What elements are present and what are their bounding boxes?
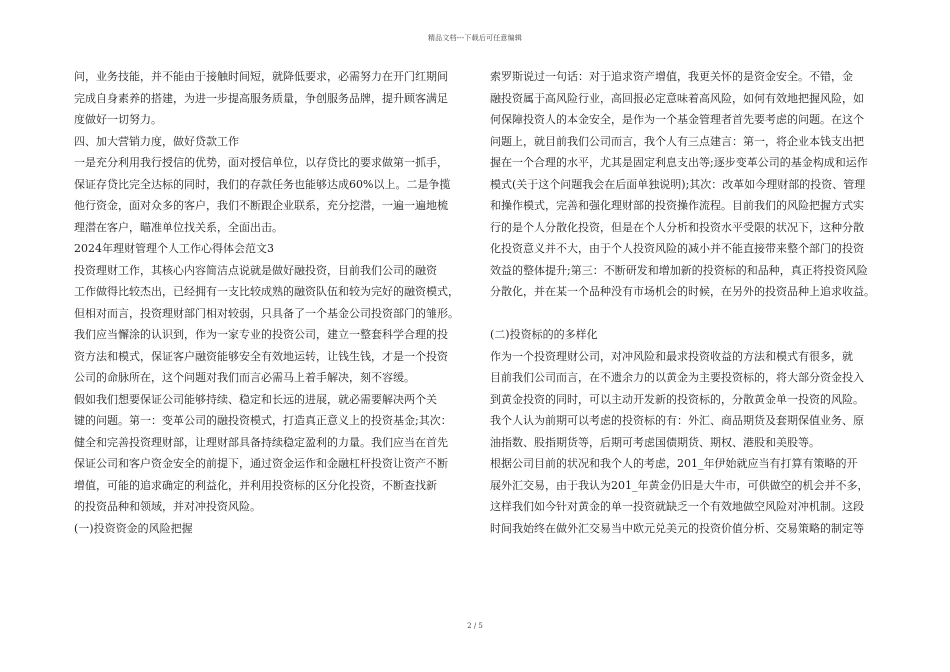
page-number: 2 / 5 [467,622,483,630]
text-line: 模式(关于这个问题我会在后面单独说明);其次：改革如今理财部的投资、管理 [490,177,866,191]
text-line: 保证存贷比完全达标的同时，我们的存款任务也能够达成60%以上。二是争揽 [74,177,451,191]
text-line: 作为一个投资理财公司，对冲风险和最求投资收益的方法和模式有很多，就 [490,349,853,363]
text-line: 握在一个合理的水平，尤其是固定利息支出等;逐步变革公司的基金构成和运作 [490,156,868,169]
text-line: 我们应当懈涂的认识到，作为一家专业的投资公司，建立一整套科学合理的投 [74,328,448,341]
text-line: 一是充分利用我行授信的优势，面对授信单位，以存贷比的要求做第一抓手， [74,156,448,169]
text-line: 化投资意义并不大，由于个人投资风险的减小并不能直接带来整个部门的投资 [490,242,864,255]
left-column [74,66,459,539]
text-line: 四、加大营销力度，做好贷款工作 [74,134,239,148]
text-line: 健全和完善投资理财部，让理财部具备持续稳定盈利的力量。我们应当在首先 [74,435,448,449]
text-line: 保证公司和客户资金安全的前提下，通过资金运作和金融杠杆投资让资产不断 [74,457,448,470]
text-line: 假如我们想要保证公司能够持续、稳定和长远的进展，就必需要解决两个关 [74,392,437,406]
text-line [490,303,875,325]
text-line: 油指数、股指期货等，后期可考虑国债期货、期权、港股和美股等。 [490,435,820,449]
text-line: 问题上，就目前我们公司而言，我个人有三点建言：第一，将企业本钱支出把 [490,134,864,148]
text-line: 他行资金，面对众多的客户，我们不断跟企业联系，充分挖潜，一遍一遍地梳 [74,199,448,212]
text-line: 索罗斯说过一句话：对于追求资产增值，我更关怀的是资金安全。不错，金 [490,70,853,83]
text-line: 2024年理财管理个人工作心得体会范文3 [74,242,274,255]
text-line: 我个人认为前期可以考虑的投资标的有：外汇、商品期货及套期保值业务、原 [490,414,864,427]
text-line: 行的是个人分散化投资，但是在个人分析和投资水平受限的状况下，这种分散 [490,220,864,234]
text-line: (一)投资资金的风险把握 [74,521,193,535]
text-line: 问，业务技能，并不能由于接触时间短，就降低要求，必需努力在开门红期间 [74,70,448,83]
text-line: 和操作模式，完善和强化理财部的投资操作流程。目前我们的风险把握方式实 [490,199,864,212]
text-line: (二)投资标的的多样化 [490,328,598,341]
text-line: 度做好一切努力。 [74,113,162,126]
text-line: 资方法和模式，保证客户融资能够安全有效地运转，让钱生钱，才是一个投资 [74,349,448,363]
text-line: 分散化，并在某一个品种没有市场机会的时候，在另外的投资品种上追求收益。 [490,285,875,298]
text-line: 时间我始终在做外汇交易当中欧元兑美元的投资价值分析、交易策略的制定等 [490,521,864,535]
text-line: 但相对而言，投资理财部门相对较弱，只具备了一个基金公司投资部门的雏形。 [74,306,459,320]
text-line: 理潜在客户，瞄准单位找关系，全面出击。 [74,220,283,234]
page-header: 精品文档---下载后可任意编辑 [427,34,523,42]
text-line: 效益的整体提升;第三：不断研发和增加新的投资标的和品种，真正将投资风险 [490,263,868,277]
text-line: 何保障投资人的本金安全，是作为一个基金管理者首先要考虑的问题。在这个 [490,113,864,126]
text-line: 目前我们公司而言，在不遗余力的以黄金为主要投资标的，将大部分资金投入 [490,371,864,384]
text-line: 键的问题。第一：变革公司的融投资模式，打造真正意义上的投资基金;其次： [74,414,452,427]
text-line: 融投资属于高风险行业，高回报必定意味着高风险，如何有效地把握风险，如 [490,91,864,105]
text-line: 工作做得比较杰出，已经拥有一支比较成熟的融资队伍和较为完好的融资模式， [74,285,459,298]
text-line: 展外汇交易，由于我认为201_年黄金仍旧是大牛市，可供做空的机会并不多， [490,478,869,492]
text-line: 到黄金投资的同时，可以主动开发新的投资标的，分散黄金单一投资的风险。 [490,392,864,406]
right-column [490,66,875,539]
text-line: 这样我们如今针对黄金的单一投资就缺乏一个有效地做空风险对冲机制。这段 [490,500,864,513]
text-line: 公司的命脉所在，这个问题对我们而言必需马上着手解决，刻不容缓。 [74,371,415,384]
text-line: 根据公司目前的状况和我个人的考虑，201_年伊始就应当有打算有策略的开 [490,457,858,470]
text-line: 增值，可能的追求确定的利益化，并利用投资标的区分化投资，不断查找新 [74,478,437,492]
text-line: 完成自身素养的搭建，为进一步提高服务质量，争创服务品牌，提升顾客满足 [74,91,448,105]
text-line: 投资理财工作，其核心内容简洁点说就是做好融投资，目前我们公司的融资 [74,263,437,277]
text-line: 的投资品种和领域，并对冲投资风险。 [74,500,261,513]
